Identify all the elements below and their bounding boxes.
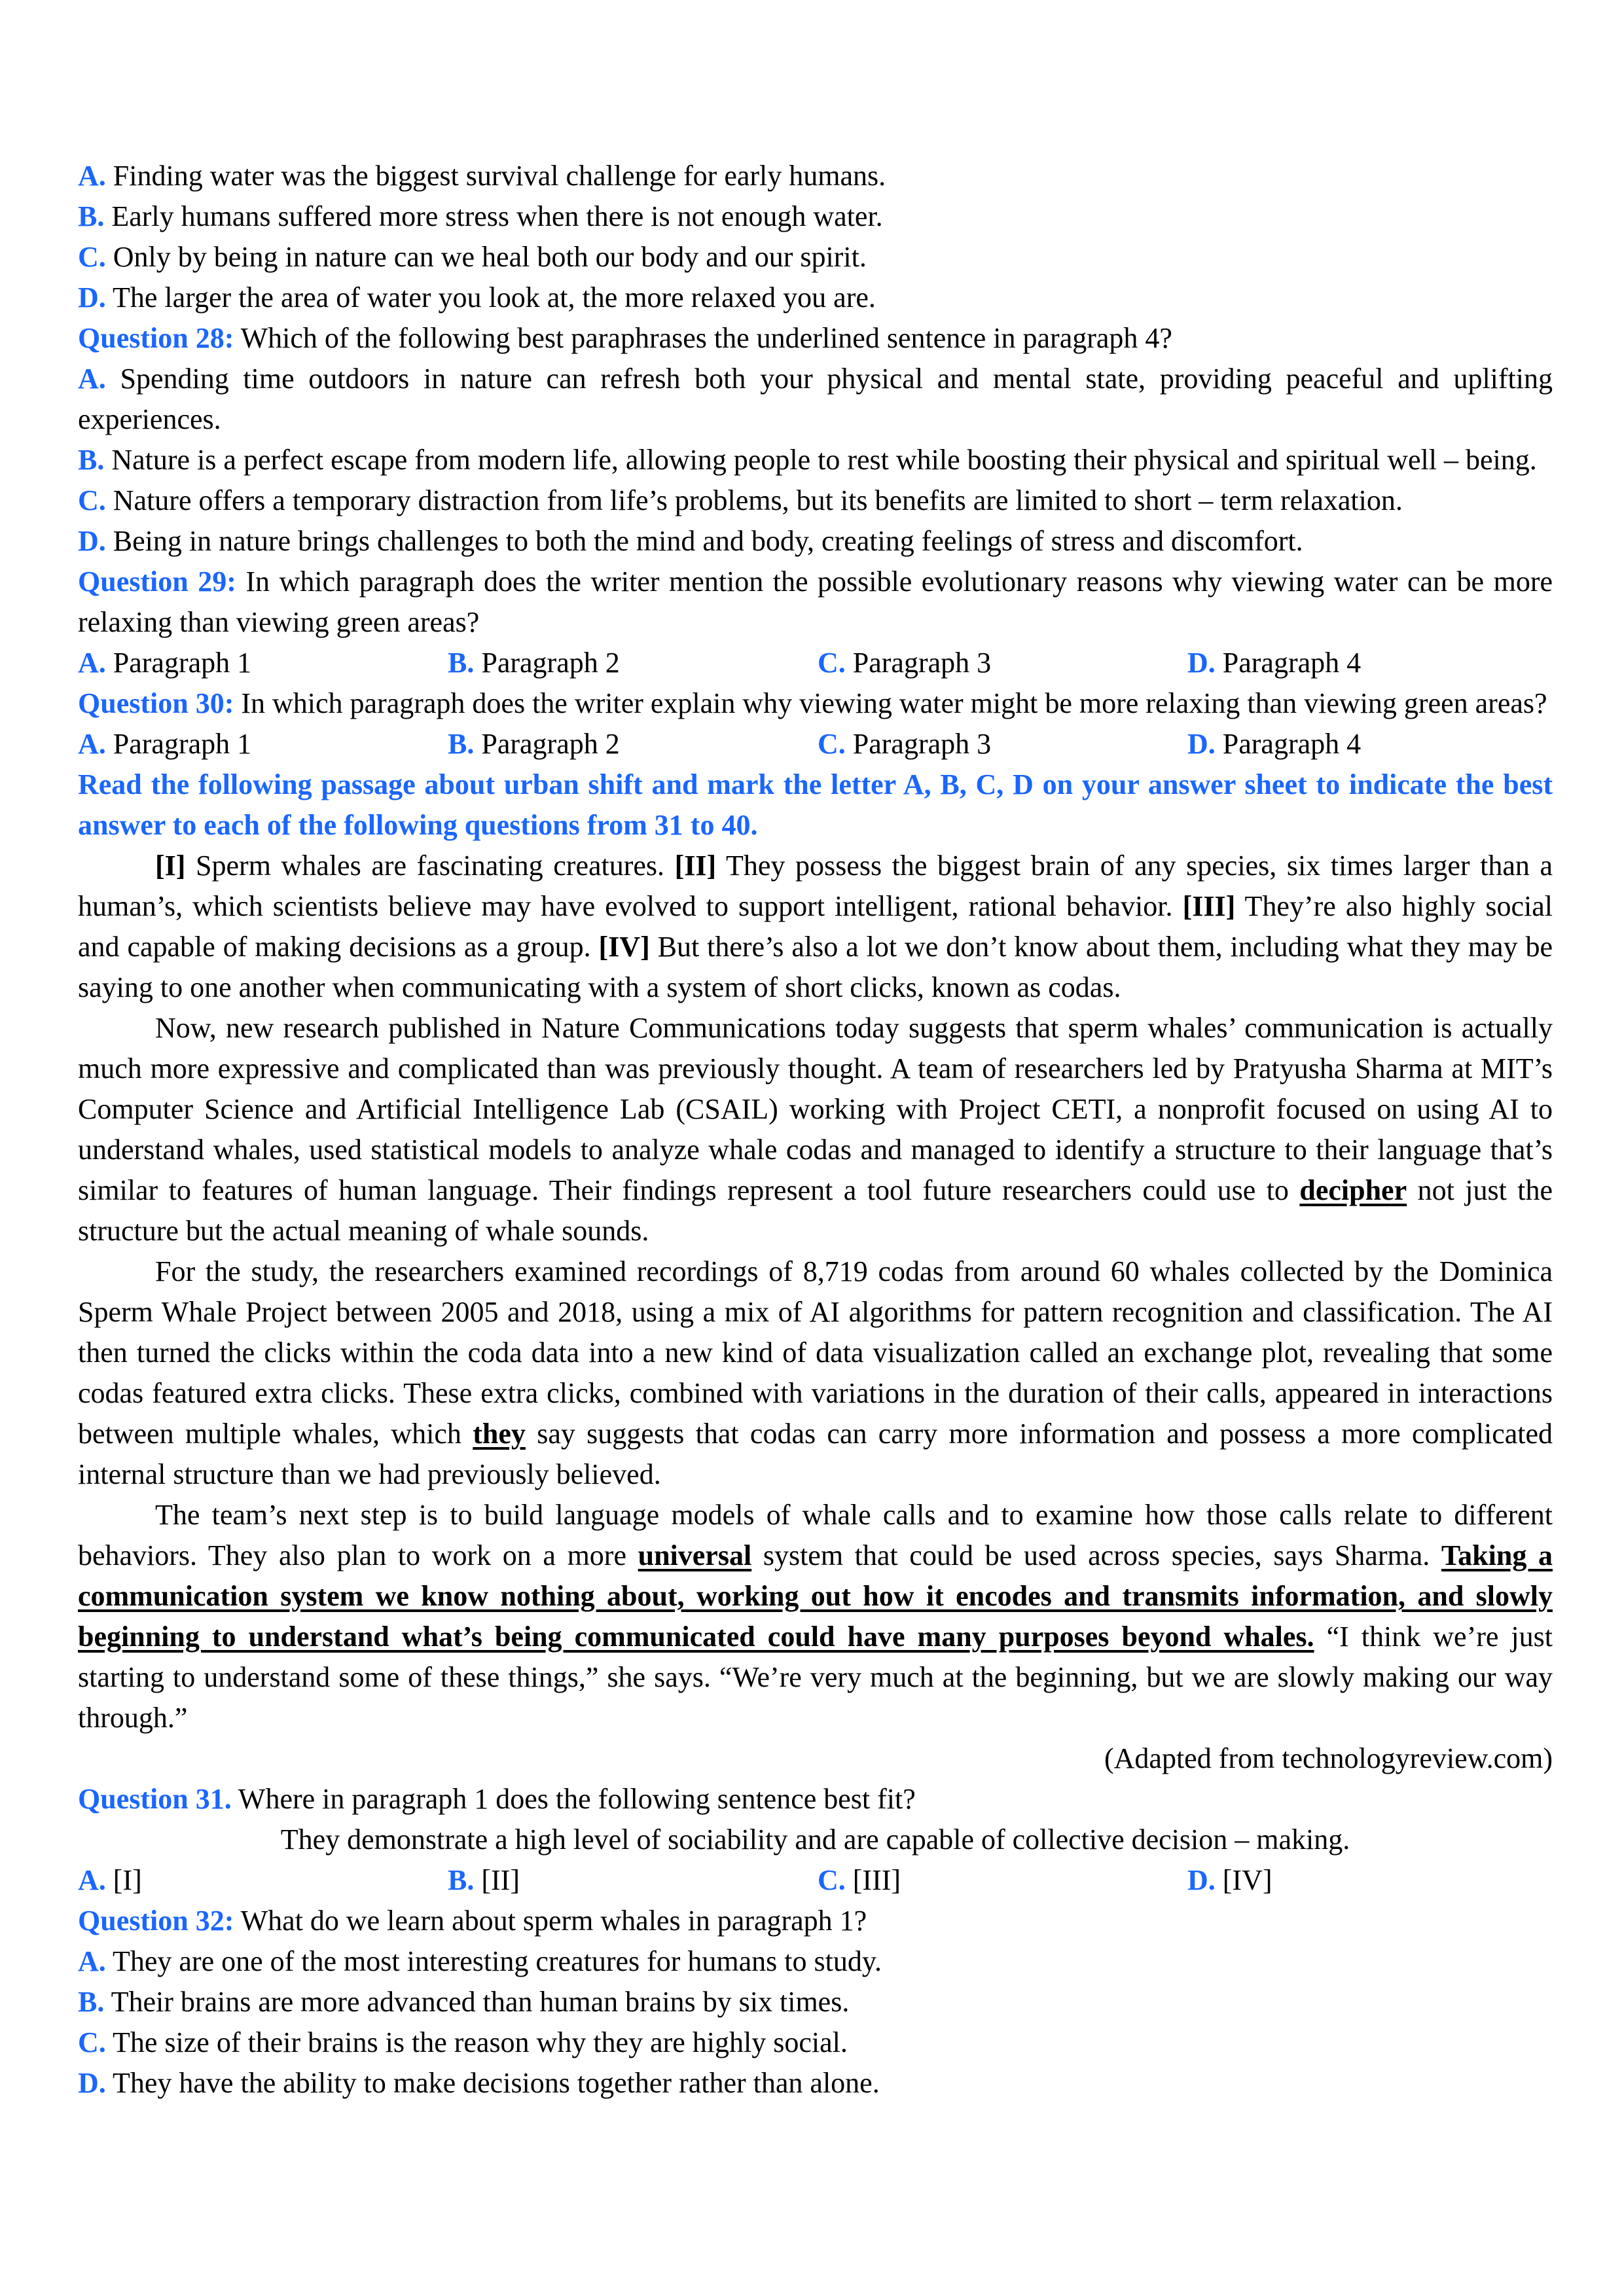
question-32 [78,1901,1553,2104]
question-label: Question 31. [78,1783,232,1815]
question-28 [78,318,1553,562]
paragraph-text: For the study, the researchers examined recordings of 8,719 codas from around 60 whales collected by the Dominica Sperm Whale Project between 2005 and 2018, using a mix of AI algorithms for pattern recognition and classification. The AI then turned the clicks within the coda data into a new kind of data visualization called an exchange plot, revealing that some codas featured extra clicks. These extra clicks, combined with variations in the duration of their calls, appeared in interactions between multiple whales, which [78,1255,1553,1450]
question-label: Question 29: [78,565,236,598]
option-text: Paragraph 4 [1222,647,1362,679]
paragraph-text: Sperm whales are fascinating creatures. [185,850,675,882]
q29-option-b[interactable] [448,643,818,683]
paragraph-text: “I think we’re just starting to understand some of these things,” she says. “We’re very much at the beginning, but we are slowly making our way through.” [78,1621,1553,1734]
option-text: Paragraph 2 [481,728,620,760]
q28-option-d[interactable] [78,521,1553,562]
q27-options [78,156,1553,318]
option-letter: C. [78,241,106,273]
insertion-marker-4: [IV] [598,931,650,963]
underlined-word-decipher: decipher [1299,1174,1407,1206]
question-text: In which paragraph does the writer mention the possible evolutionary reasons why viewing water can be more relaxing than viewing green areas? [78,565,1553,638]
question-29 [78,562,1553,683]
question-label: Question 28: [78,322,234,354]
option-text: Spending time outdoors in nature can refresh both your physical and mental state, providing peaceful and uplifting experiences. [78,363,1553,435]
q32-option-b[interactable] [78,1982,1553,2022]
option-text: [II] [481,1864,520,1896]
option-letter: A. [78,160,106,192]
question-31 [78,1779,1553,1901]
q30-option-a[interactable] [78,724,448,764]
option-letter: B. [448,1864,475,1896]
insertion-marker-3: [III] [1182,890,1236,922]
option-letter: D. [1187,728,1216,760]
option-letter: D. [1187,647,1216,679]
q29-option-d[interactable] [1187,643,1361,683]
option-letter: A. [78,647,106,679]
question-30 [78,683,1553,764]
question-stem [78,1901,1553,1941]
option-letter: C. [818,1864,846,1896]
insert-sentence: They demonstrate a high level of sociability and are capable of collective decision – making. [280,1823,1350,1856]
q30-option-b[interactable] [448,724,818,764]
option-text: Nature is a perfect escape from modern life, allowing people to rest while boosting their physical and spiritual well – being. [111,444,1537,476]
option-text: Only by being in nature can we heal both our body and our spirit. [113,241,867,273]
paragraph-text: system that could be used across species, says Sharma. [751,1539,1441,1571]
option-letter: A. [78,1945,106,1977]
option-letter: D. [78,2067,106,2099]
option-letter: D. [1187,1864,1216,1896]
option-text: They have the ability to make decisions together rather than alone. [113,2067,880,2099]
options-row [78,724,1553,764]
question-text: Where in paragraph 1 does the following sentence best fit? [238,1783,916,1815]
question-label: Question 32: [78,1905,234,1937]
option-letter: B. [448,647,475,679]
option-text: Nature offers a temporary distraction from life’s problems, but its benefits are limited to short – term relaxation. [113,484,1403,516]
q27-option-a[interactable] [78,156,1553,196]
passage-paragraph-2 [78,1008,1553,1251]
q30-option-d[interactable] [1187,724,1361,764]
paragraph-text: not just the structure but the actual meaning of whale sounds. [78,1174,1553,1247]
option-text: Paragraph 3 [852,728,992,760]
option-letter: B. [78,444,105,476]
question-text: In which paragraph does the writer explain why viewing water might be more relaxing than viewing green areas? [241,687,1547,719]
q28-option-a[interactable] [78,359,1553,440]
option-text: [I] [113,1864,142,1896]
option-text: Being in nature brings challenges to both the mind and body, creating feelings of stress and discomfort. [113,525,1303,557]
options-row [78,1860,1553,1901]
question-stem [78,683,1553,724]
question-label: Question 30: [78,687,234,719]
option-letter: D. [78,525,106,557]
reading-passage [78,846,1553,1779]
option-letter: B. [78,200,105,232]
option-letter: A. [78,1864,106,1896]
option-letter: C. [818,647,846,679]
exam-page [78,156,1553,2104]
option-text: [IV] [1222,1864,1272,1896]
underlined-word-they: they [473,1418,526,1450]
paragraph-text: The team’s next step is to build language models of whale calls and to examine how those calls relate to different behaviors. They also plan to work on a more [78,1499,1553,1571]
question-stem [78,562,1553,643]
passage-paragraph-3 [78,1251,1553,1495]
option-letter: A. [78,363,106,395]
option-letter: C. [78,484,106,516]
question-stem [78,318,1553,359]
option-text: Paragraph 1 [113,647,252,679]
q29-option-c[interactable] [818,643,1187,683]
underlined-sentence: Taking a communication system we know nothing about, working out how it encodes and transmits information, and slowly beginning to understand what’s being communicated could have many purposes beyond whales. [78,1539,1553,1653]
q31-option-d[interactable] [1187,1860,1272,1901]
q29-option-a[interactable] [78,643,448,683]
question-text: What do we learn about sperm whales in paragraph 1? [240,1905,867,1937]
option-letter: B. [78,1986,105,2018]
q32-option-d[interactable] [78,2063,1553,2104]
passage-paragraph-4 [78,1495,1553,1738]
options-row [78,643,1553,683]
section-instruction: Read the following passage about urban shift and mark the letter A, B, C, D on your answer sheet to indicate the best answer to each of the following questions from 31 to 40. [78,768,1553,841]
option-text: Paragraph 1 [113,728,252,760]
option-letter: A. [78,728,106,760]
passage-paragraph-1 [78,846,1553,1008]
q31-option-b[interactable] [448,1860,818,1901]
paragraph-text: They’re also highly social and capable of making decisions as a group. [78,890,1553,963]
option-text: The larger the area of water you look at, the more relaxed you are. [113,281,876,314]
q31-option-c[interactable] [818,1860,1187,1901]
passage-source: (Adapted from technologyreview.com) [1104,1742,1553,1774]
option-text: Finding water was the biggest survival challenge for early humans. [113,160,886,192]
option-letter: C. [818,728,846,760]
q28-option-c[interactable] [78,480,1553,521]
option-text: Paragraph 4 [1222,728,1362,760]
paragraph-text: Now, new research published in Nature Communications today suggests that sperm whales’ communication is actually much more expressive and complicated than was previously thought. A team of researchers led by Pratyusha Sharma at MIT’s Computer Science and Artificial Intelligence Lab (CSAIL) working with Project CETI, a nonprofit focused on using AI to understand whales, used statistical models to analyze whale codas and managed to identify a structure to their language that’s similar to features of human language. Their findings represent a tool future researchers could use to [78,1012,1553,1206]
paragraph-text: say suggests that codas can carry more information and possess a more complicated internal structure than we had previously believed. [78,1418,1553,1490]
option-letter: D. [78,281,106,314]
option-text: Paragraph 2 [481,647,620,679]
option-letter: B. [448,728,475,760]
option-text: Paragraph 3 [852,647,992,679]
q28-option-b[interactable] [78,440,1553,480]
q30-option-c[interactable] [818,724,1187,764]
option-text: The size of their brains is the reason why they are highly social. [113,2026,848,2058]
option-letter: C. [78,2026,106,2058]
q27-option-b[interactable] [78,196,1553,237]
paragraph-text: They possess the biggest brain of any species, six times larger than a human’s, which scientists believe may have evolved to support intelligent, rational behavior. [78,850,1553,922]
question-text: Which of the following best paraphrases the underlined sentence in paragraph 4? [240,322,1172,354]
option-text: Early humans suffered more stress when there is not enough water. [111,200,883,232]
q31-option-a[interactable] [78,1860,448,1901]
paragraph-text: But there’s also a lot we don’t know about them, including what they may be saying to one another when communicating with a system of short clicks, known as codas. [78,931,1553,1003]
q32-option-c[interactable] [78,2022,1553,2063]
q27-option-c[interactable] [78,237,1553,278]
option-text: Their brains are more advanced than human brains by six times. [111,1986,850,2018]
question-stem [78,1779,1553,1820]
insertion-marker-1: [I] [155,850,186,882]
option-text: [III] [852,1864,901,1896]
underlined-word-universal: universal [638,1539,752,1571]
option-text: They are one of the most interesting creatures for humans to study. [113,1945,882,1977]
q32-option-a[interactable] [78,1941,1553,1982]
insertion-marker-2: [II] [674,850,717,882]
q27-option-d[interactable] [78,278,1553,318]
